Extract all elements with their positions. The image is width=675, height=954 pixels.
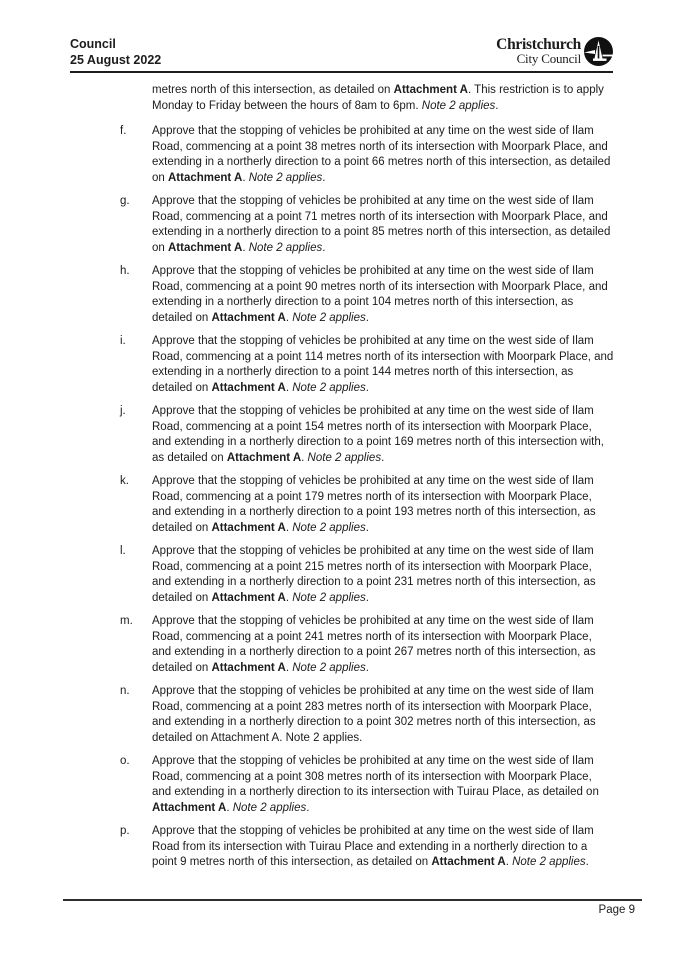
text-run: .: [242, 241, 249, 254]
meeting-title: Council: [70, 37, 116, 51]
item-letter: i.: [120, 335, 126, 347]
text-run: Approve that the stopping of vehicles be prohibited at any time on the west side of Ilam Road, commencing at a point 179 metres north of its intersection with Moorpark Place, and extending in a northerly direction to a point 193 metres north of this intersection, as detailed on: [152, 475, 596, 534]
bold-text: Attachment A: [168, 241, 243, 254]
council-logo: [496, 37, 613, 66]
text-run: Approve that the stopping of vehicles be prohibited at any time on the west side of Ilam Road, commencing at a point 90 metres north of its intersection with Moorpark Place, and extending in a northerly direction to a point 104 metres north of this intersection, as detailed on: [152, 265, 608, 324]
text-run: .: [242, 171, 249, 184]
item-text: [152, 404, 614, 466]
italic-text: Note 2 applies: [232, 801, 307, 814]
item-text: [152, 684, 614, 746]
resolution-item: [120, 124, 614, 186]
text-run: .: [285, 381, 293, 394]
header-meeting-info: [70, 37, 161, 68]
text-run: Approve that the stopping of vehicles be prohibited at any time on the west side of Ilam Road, commencing at a point 283 metres north of its intersection with Moorpark Place, and extending in a northerly direction to a point 302 metres north of this intersection, as detailed on Attachment A. Note 2 applies.: [152, 685, 596, 744]
bold-text: Attachment A: [168, 171, 243, 184]
item-text: [152, 614, 614, 676]
item-letter: m.: [120, 615, 133, 627]
text-run: Approve that the stopping of vehicles be prohibited at any time on the west side of Ilam Road, commencing at a point 241 metres north of its intersection with Moorpark Place, and extending in a northerly direction to a point 267 metres north of this intersection, as detailed on: [152, 615, 596, 674]
bold-text: Attachment A: [431, 856, 506, 868]
item-letter: h.: [120, 265, 130, 277]
resolution-item: [120, 334, 614, 396]
italic-text: Note 2 applies: [512, 856, 586, 868]
item-letter: n.: [120, 685, 130, 697]
italic-text: Note 2 applies: [292, 381, 366, 394]
italic-text: Note 2 applies: [307, 451, 382, 464]
page-header: [70, 37, 613, 73]
christchurch-city-council-logo-icon: [584, 37, 613, 66]
item-text: [152, 474, 614, 536]
item-letter: j.: [120, 405, 126, 417]
resolution-item: [120, 474, 614, 536]
resolution-item: [120, 544, 614, 606]
text-run: .: [365, 661, 369, 674]
text-run: .: [365, 591, 369, 604]
text-run: .: [585, 856, 589, 868]
bold-text: Attachment A: [211, 311, 286, 324]
text-run: .: [285, 311, 293, 324]
text-run: .: [365, 521, 369, 534]
italic-text: Note 2 applies: [292, 311, 366, 324]
text-run: .: [505, 856, 513, 868]
logo-text-line2: City Council: [516, 50, 581, 66]
text-run: .: [226, 801, 233, 814]
text-run: Approve that the stopping of vehicles be prohibited at any time on the west side of Ilam Road from its intersection with Tuirau Place and extending in a northerly direction to a point 9 metres north of this intersection, as detailed on: [152, 825, 594, 868]
item-text: [152, 334, 614, 396]
italic-text: Note 2 applies: [292, 591, 366, 604]
meeting-date: 25 August 2022: [70, 52, 162, 67]
italic-text: Note 2 applies: [248, 241, 323, 254]
logo-text-line1: Christchurch: [496, 36, 581, 53]
item-text: [152, 194, 614, 256]
bold-text: Attachment A: [211, 591, 286, 604]
text-run: .: [322, 171, 326, 184]
text-run: .: [322, 241, 326, 254]
resolution-item: [120, 614, 614, 676]
bold-text: Attachment A: [211, 381, 286, 394]
item-letter: k.: [120, 475, 129, 487]
text-run: Approve that the stopping of vehicles be prohibited at any time on the west side of Ilam Road, commencing at a point 38 metres north of its intersection with Moorpark Place, and extending in a northerly direction to a point 66 metres north of this intersection, as detailed on: [152, 125, 611, 184]
italic-text: Note 2 applies: [248, 171, 323, 184]
resolution-item: [120, 404, 614, 466]
resolution-item: [120, 824, 614, 871]
text-run: Approve that the stopping of vehicles be prohibited at any time on the west side of Ilam Road, commencing at a point 114 metres north of its intersection with Moorpark Place, and extending in a northerly direction to a point 144 metres north of this intersection, as detailed on: [152, 335, 614, 394]
text-run: .: [285, 661, 293, 674]
item-text: [152, 544, 614, 606]
logo-text: [496, 38, 581, 65]
bold-text: Attachment A: [211, 521, 286, 534]
page-number: Page 9: [598, 904, 635, 916]
text-run: Approve that the stopping of vehicles be prohibited at any time on the west side of Ilam Road, commencing at a point 215 metres north of its intersection with Moorpark Place, and extending in a northerly direction to a point 231 metres north of this intersection, as detailed on: [152, 545, 596, 604]
text-run: Approve that the stopping of vehicles be prohibited at any time on the west side of Ilam Road, commencing at a point 308 metres north of its intersection with Moorpark Place, and extending in a northerly direction to its intersection with Tuirau Place, as detailed on: [152, 755, 599, 798]
item-letter: g.: [120, 195, 130, 207]
bold-text: Attachment A: [211, 661, 286, 674]
bold-text: Attachment A: [393, 84, 468, 96]
item-letter: l.: [120, 545, 126, 557]
text-run: .: [306, 801, 310, 814]
document-body: [120, 83, 614, 879]
item-text: [152, 264, 614, 326]
item-text: [152, 824, 614, 871]
item-text: [152, 124, 614, 186]
text-run: Approve that the stopping of vehicles be prohibited at any time on the west side of Ilam Road, commencing at a point 71 metres north of its intersection with Moorpark Place, and extending in a northerly direction to a point 85 metres north of this intersection, as detailed on: [152, 195, 611, 254]
resolution-item: [120, 194, 614, 256]
resolution-item: [120, 264, 614, 326]
footer-rule: [63, 899, 642, 901]
text-run: metres north of this intersection, as detailed on: [152, 84, 394, 96]
text-run: . This restriction is to apply Monday to Friday between the hours of 8am to 6pm.: [152, 84, 604, 112]
text-run: .: [285, 521, 293, 534]
text-run: .: [495, 99, 499, 112]
text-run: .: [301, 451, 308, 464]
italic-text: Note 2 applies: [292, 661, 366, 674]
bold-text: Attachment A: [152, 801, 227, 814]
text-run: .: [365, 381, 369, 394]
text-run: Approve that the stopping of vehicles be prohibited at any time on the west side of Ilam Road, commencing at a point 154 metres north of its intersection with Moorpark Place, and extending in a northerly direction to a point 169 metres north of this intersection with, as detailed on: [152, 405, 604, 464]
resolution-item: [120, 754, 614, 816]
resolution-list: [120, 124, 614, 871]
italic-text: Note 2 applies: [421, 99, 496, 112]
item-text: [152, 754, 614, 816]
text-run: .: [365, 311, 369, 324]
item-letter: o.: [120, 755, 130, 767]
item-letter: p.: [120, 825, 130, 837]
item-letter: f.: [120, 125, 127, 137]
italic-text: Note 2 applies: [292, 521, 366, 534]
text-run: .: [381, 451, 385, 464]
text-run: .: [285, 591, 293, 604]
intro-paragraph: [152, 83, 614, 114]
bold-text: Attachment A: [226, 451, 302, 464]
resolution-item: [120, 684, 614, 746]
